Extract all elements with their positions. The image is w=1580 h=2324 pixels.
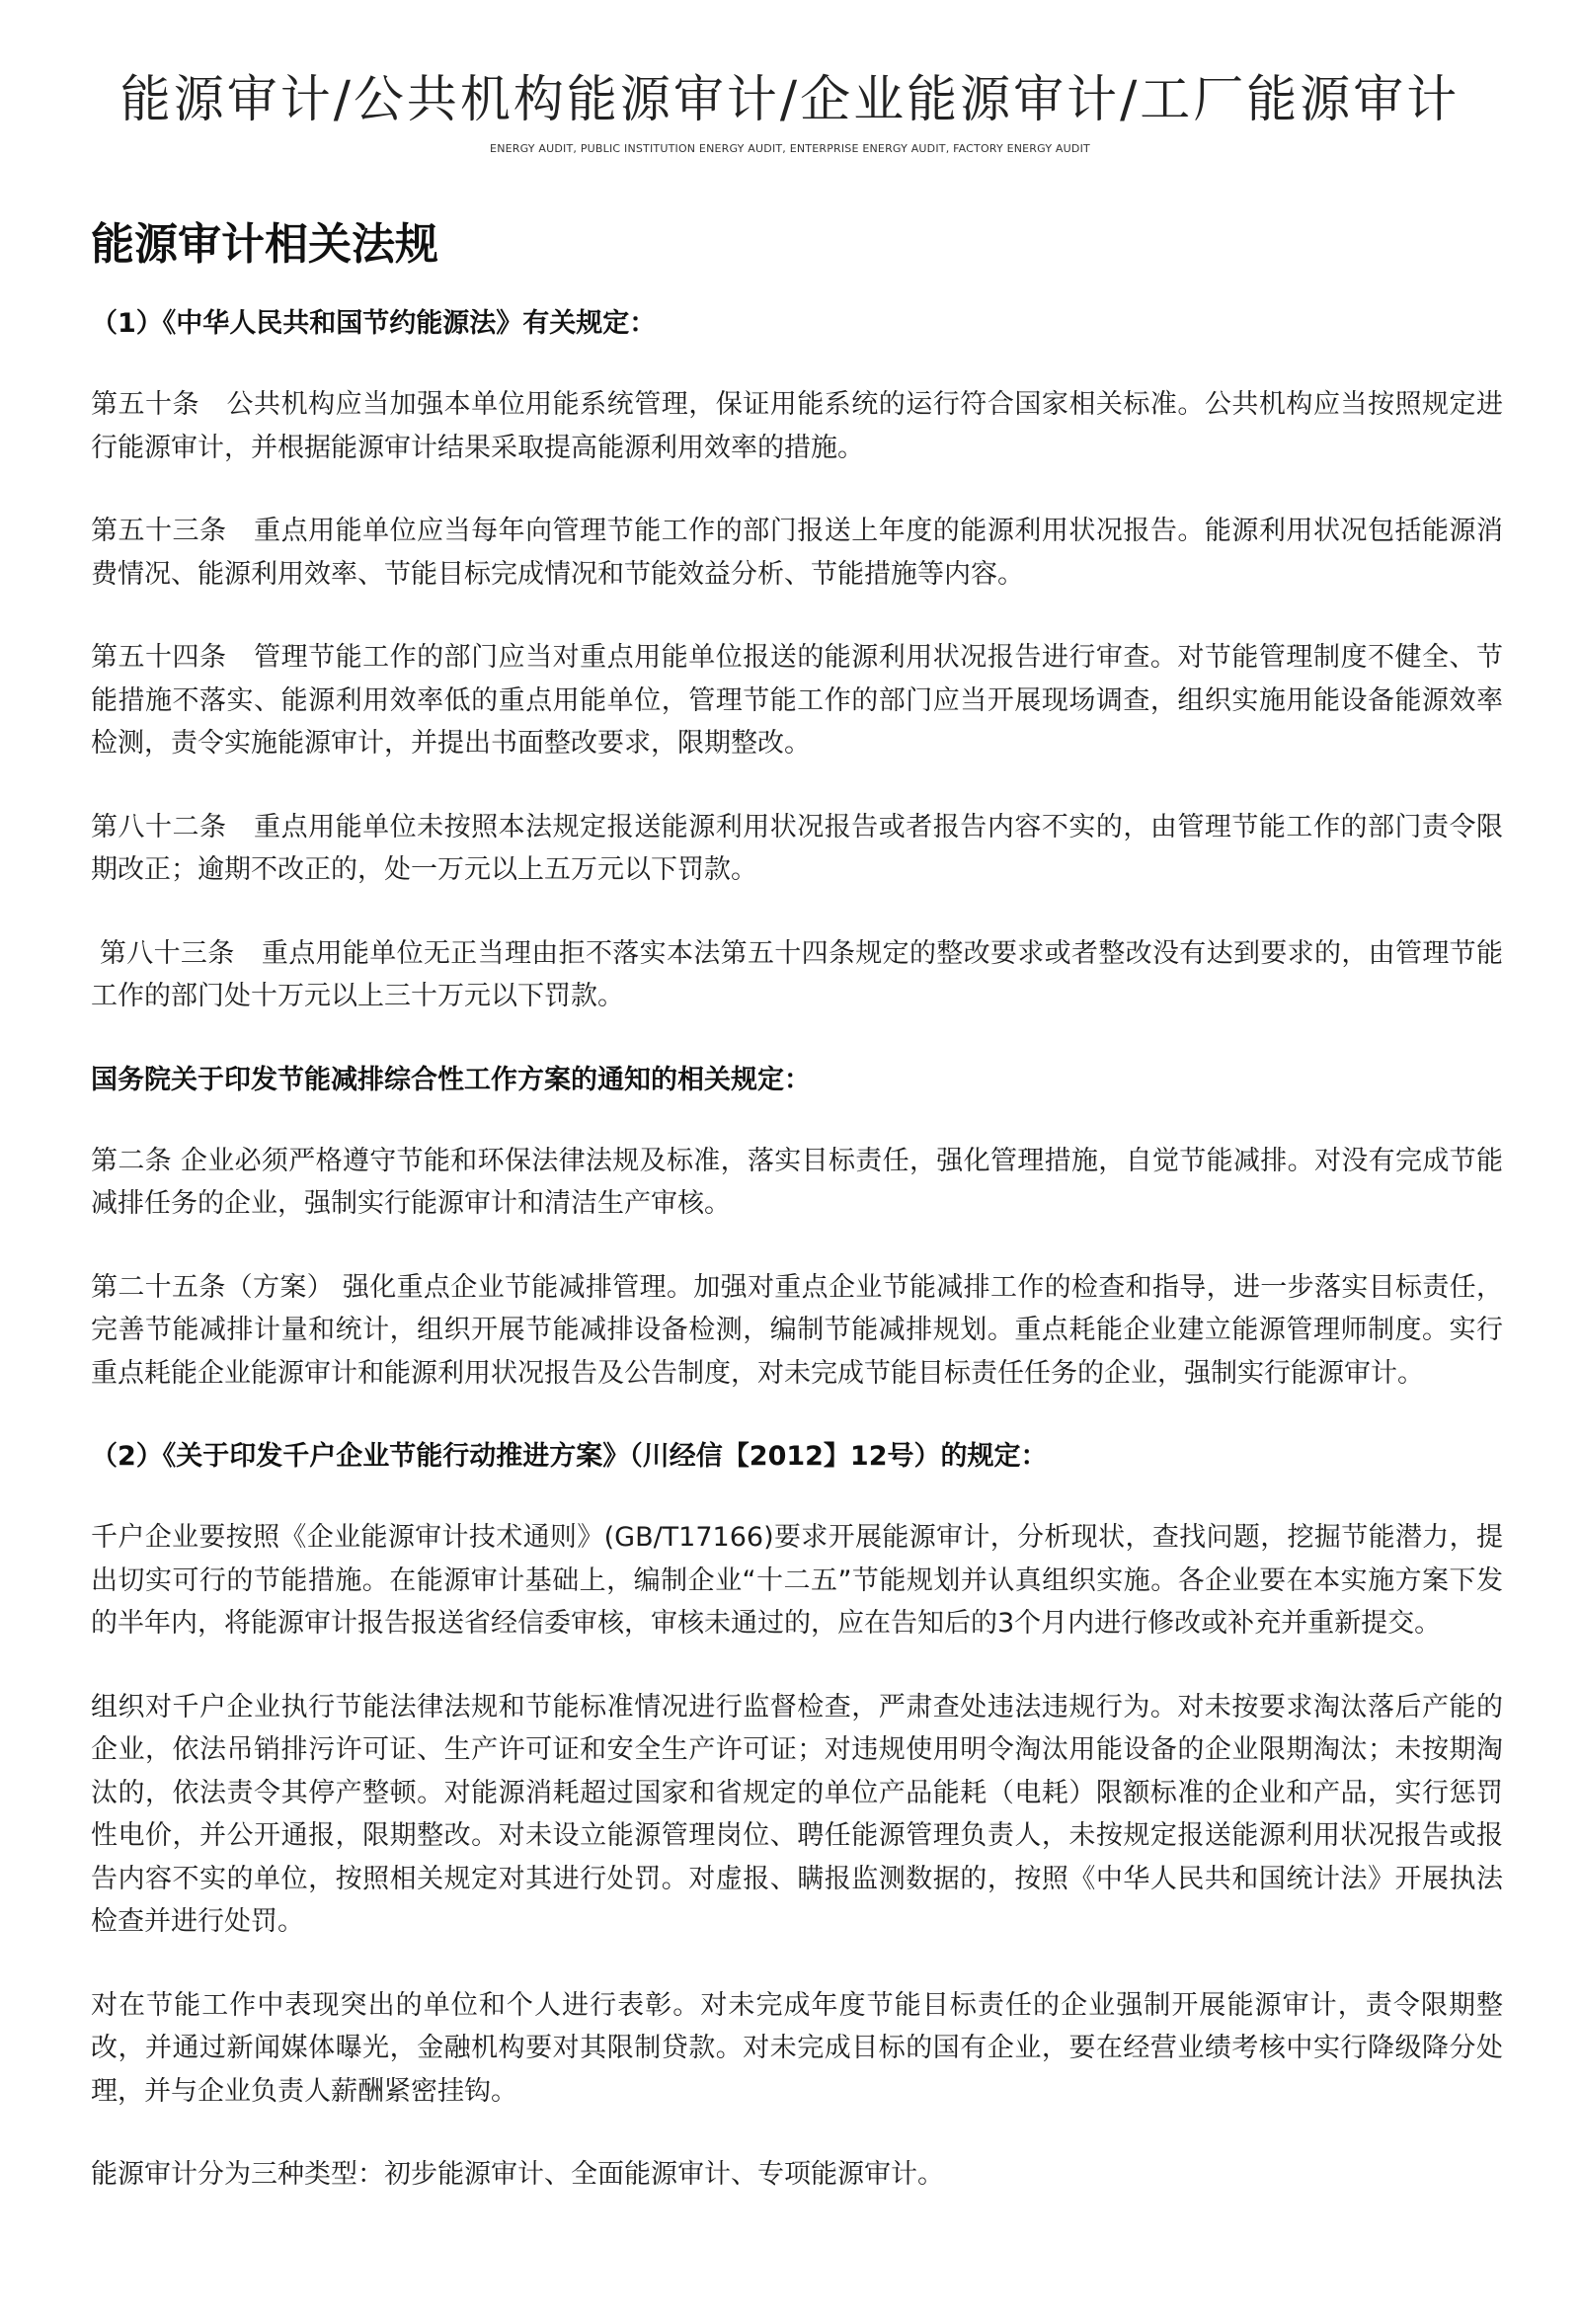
state-council-article-25-paragraph: 第二十五条（方案） 强化重点企业节能减排管理。加强对重点企业节能减排工作的检查和指导，进一步落实目标责任，完善节能减排计量和统计，组织开展节能减排设备检测，编制节能减排规划。重点耗能企业建立能源管理师制度。实行重点耗能企业能源审计和能源利用状况报告及公告制度，对未完成节能目标责任任务的企业，强制实行能源审计。 bbox=[91, 1271, 1503, 1389]
thousand-enterprises-paragraph-2: 组织对千户企业执行节能法律法规和节能标准情况进行监督检查，严肃查处违法违规行为。对未按要求淘汰落后产能的企业，依法吊销排污许可证、生产许可证和安全生产许可证；对违规使用明令淘汰用能设备的企业限期淘汰；未按期淘汰的，依法责令其停产整顿。对能源消耗超过国家和省规定的单位产品能耗（电耗）限额标准的企业和产品，实行惩罚性电价，并公开通报，限期整改。对未设立能源管理岗位、聘任能源管理负责人，未按规定报送能源利用状况报告或报告内容不实的单位，按照相关规定对其进行处罚。对虚报、瞒报监测数据的，按照《中华人民共和国统计法》开展执法检查并进行处罚。 bbox=[91, 1691, 1503, 1937]
thousand-enterprises-paragraph-3: 对在节能工作中表现突出的单位和个人进行表彰。对未完成年度节能目标责任的企业强制开展能源审计，责令限期整改，并通过新闻媒体曝光，金融机构要对其限制贷款。对未完成目标的国有企业，要在经营业绩考核中实行降级降分处理，并与企业负责人薪酬紧密挂钩。 bbox=[91, 1989, 1503, 2107]
section-heading-state-council: 国务院关于印发节能减排综合性工作方案的通知的相关规定： bbox=[91, 1064, 811, 1095]
document-header-title: 能源审计/公共机构能源审计/企业能源审计/工厂能源审计 bbox=[119, 71, 1461, 129]
article-83-paragraph: 第八十三条 重点用能单位无正当理由拒不落实本法第五十四条规定的整改要求或者整改没有达到要求的，由管理节能工作的部门处十万元以上三十万元以下罚款。 bbox=[91, 937, 1503, 1011]
article-54-paragraph: 第五十四条 管理节能工作的部门应当对重点用能单位报送的能源利用状况报告进行审查。对节能管理制度不健全、节能措施不落实、能源利用效率低的重点用能单位，管理节能工作的部门应当开展现场调查，组织实施用能设备能源效率检测，责令实施能源审计，并提出书面整改要求，限期整改。 bbox=[91, 642, 1503, 759]
article-50-paragraph: 第五十条 公共机构应当加强本单位用能系统管理，保证用能系统的运行符合国家相关标准。公共机构应当按照规定进行能源审计，并根据能源审计结果采取提高能源利用效率的措施。 bbox=[91, 389, 1503, 463]
thousand-enterprises-paragraph-1: 千户企业要按照《企业能源审计技术通则》(GB/T17166)要求开展能源审计，分析现状，查找问题，挖掘节能潜力，提出切实可行的节能措施。在能源审计基础上，编制企业“十二五”节能规划并认真组织实施。各企业要在本实施方案下发的半年内，将能源审计报告报送省经信委审核，审核未通过的，应在告知后的3个月内进行修改或补充并重新提交。 bbox=[91, 1522, 1503, 1639]
audit-types-paragraph: 能源审计分为三种类型：初步能源审计、全面能源审计、专项能源审计。 bbox=[91, 2159, 944, 2190]
section-heading-thousand-enterprises: （2）《关于印发千户企业节能行动推进方案》（川经信【2012】12号）的规定： bbox=[91, 1441, 1048, 1472]
section-heading-energy-law: （1）《中华人民共和国节约能源法》有关规定： bbox=[91, 308, 657, 339]
document-header-subtitle: ENERGY AUDIT, PUBLIC INSTITUTION ENERGY AUDIT, ENTERPRISE ENERGY AUDIT, FACTORY ENERGY AUDIT bbox=[490, 142, 1090, 155]
article-53-paragraph: 第五十三条 重点用能单位应当每年向管理节能工作的部门报送上年度的能源利用状况报告。能源利用状况包括能源消费情况、能源利用效率、节能目标完成情况和节能效益分析、节能措施等内容。 bbox=[91, 516, 1503, 590]
article-82-paragraph: 第八十二条 重点用能单位未按照本法规定报送能源利用状况报告或者报告内容不实的，由管理节能工作的部门责令限期改正；逾期不改正的，处一万元以上五万元以下罚款。 bbox=[91, 811, 1503, 885]
state-council-article-2-paragraph: 第二条 企业必须严格遵守节能和环保法律法规及标准，落实目标责任，强化管理措施，自觉节能减排。对没有完成节能减排任务的企业，强制实行能源审计和清洁生产审核。 bbox=[91, 1145, 1503, 1219]
page-title: 能源审计相关法规 bbox=[91, 219, 438, 270]
document-body bbox=[91, 213, 1503, 2237]
